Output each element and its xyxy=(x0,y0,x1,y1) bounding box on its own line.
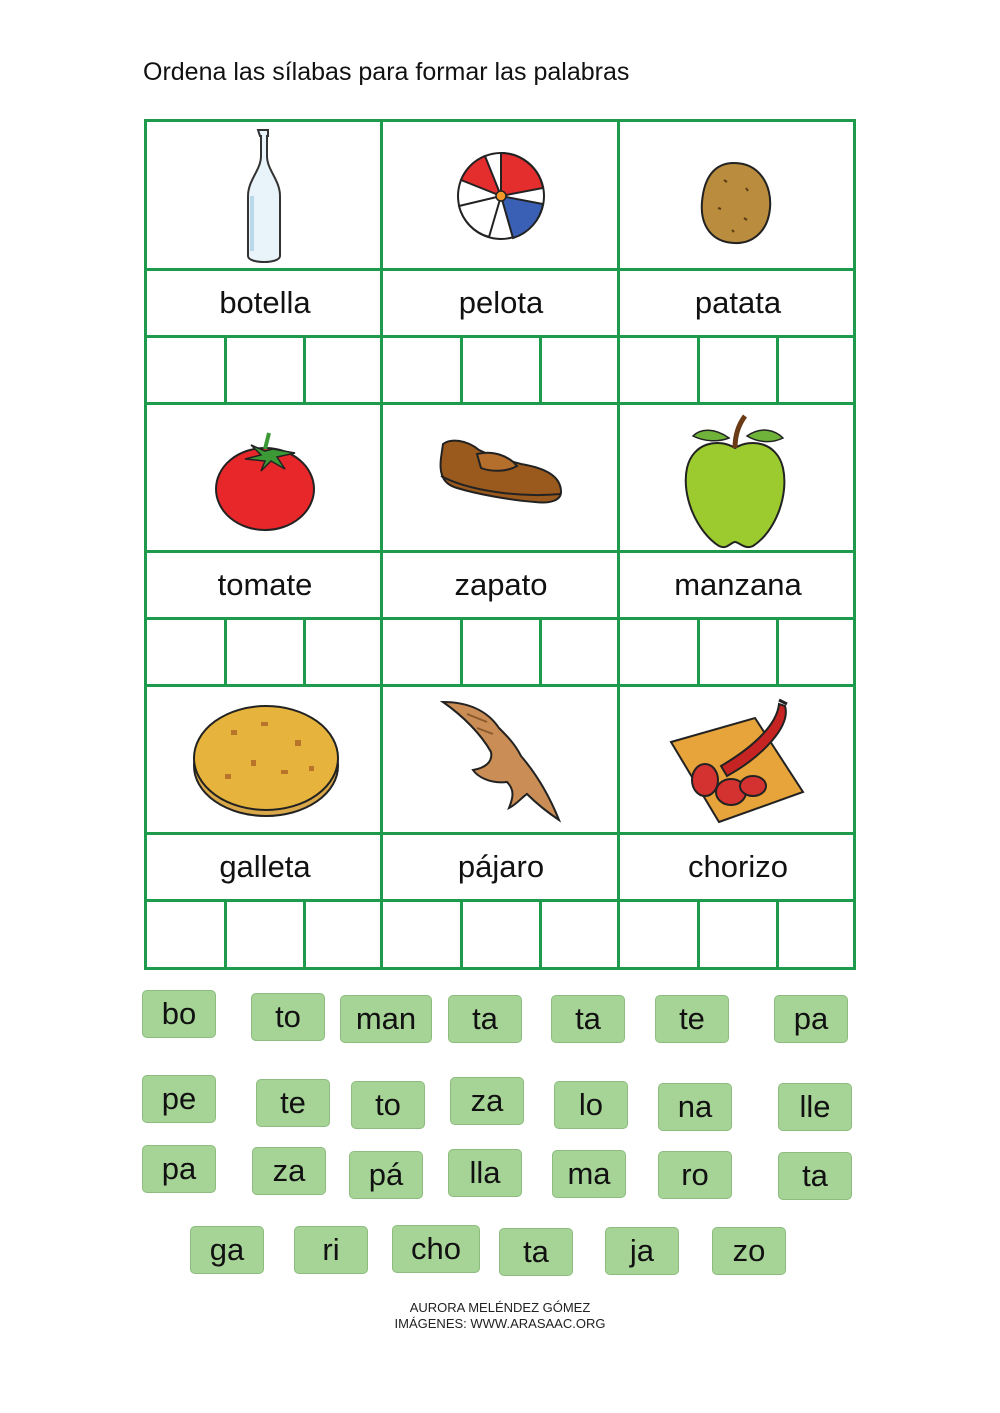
grid-divider xyxy=(147,899,853,902)
grid-divider xyxy=(147,617,853,620)
syllable-tile[interactable]: ro xyxy=(658,1151,732,1199)
instruction-title: Ordena las sílabas para formar las palabras xyxy=(143,58,630,86)
tomato-icon xyxy=(213,427,317,533)
syllable-tile[interactable]: bo xyxy=(142,990,216,1038)
word-label: tomate xyxy=(217,567,313,602)
word-label: chorizo xyxy=(688,849,788,884)
word-label: pelota xyxy=(458,285,544,320)
word-label: zapato xyxy=(454,567,548,602)
potato-icon xyxy=(696,160,776,246)
word-label: patata xyxy=(694,285,782,320)
ball-icon xyxy=(455,150,547,242)
syllable-tile[interactable]: to xyxy=(351,1081,425,1129)
syllable-tile[interactable]: ta xyxy=(778,1152,852,1200)
word-label: botella xyxy=(219,285,311,320)
syllable-tile[interactable]: ta xyxy=(551,995,625,1043)
syllable-tile[interactable]: te xyxy=(256,1079,330,1127)
syllable-tile[interactable]: na xyxy=(658,1083,732,1131)
syllable-tile[interactable]: pa xyxy=(142,1145,216,1193)
syllable-tile[interactable]: ma xyxy=(552,1150,626,1198)
syllable-tile[interactable]: lle xyxy=(778,1083,852,1131)
syllable-tile[interactable]: cho xyxy=(392,1225,480,1273)
grid-divider xyxy=(147,335,853,338)
credit-images: IMÁGENES: WWW.ARASAAC.ORG xyxy=(394,1316,606,1331)
syllable-tile[interactable]: ta xyxy=(499,1228,573,1276)
syllable-tile[interactable]: ta xyxy=(448,995,522,1043)
grid-divider xyxy=(380,122,383,967)
syllable-tile[interactable]: te xyxy=(655,995,729,1043)
grid-divider xyxy=(147,832,853,835)
syllable-tile[interactable]: pa xyxy=(774,995,848,1043)
grid-divider xyxy=(147,268,853,271)
syllable-tile[interactable]: lo xyxy=(554,1081,628,1129)
word-label: galleta xyxy=(219,849,311,884)
grid-divider xyxy=(147,402,853,405)
grid-divider xyxy=(617,122,620,967)
syllable-tile[interactable]: za xyxy=(450,1077,524,1125)
syllable-tile[interactable]: zo xyxy=(712,1227,786,1275)
bird-icon xyxy=(437,694,567,826)
syllable-tile[interactable]: za xyxy=(252,1147,326,1195)
word-label: pájaro xyxy=(457,849,545,884)
syllable-tile[interactable]: pe xyxy=(142,1075,216,1123)
syllable-tile[interactable]: man xyxy=(340,995,432,1043)
syllable-tile[interactable]: pá xyxy=(349,1151,423,1199)
syllable-tile[interactable]: ga xyxy=(190,1226,264,1274)
syllable-tile[interactable]: to xyxy=(251,993,325,1041)
apple-icon xyxy=(679,408,793,552)
shoe-icon xyxy=(437,436,565,506)
bottle-icon xyxy=(242,126,286,266)
cookie-icon xyxy=(191,700,341,818)
credit-author: AURORA MELÉNDEZ GÓMEZ xyxy=(409,1300,591,1315)
grid-divider xyxy=(147,684,853,687)
syllable-tile[interactable]: ja xyxy=(605,1227,679,1275)
word-grid xyxy=(144,119,856,970)
sausage-icon xyxy=(667,696,807,828)
syllable-tile[interactable]: lla xyxy=(448,1149,522,1197)
syllable-tile[interactable]: ri xyxy=(294,1226,368,1274)
word-label: manzana xyxy=(674,567,802,602)
